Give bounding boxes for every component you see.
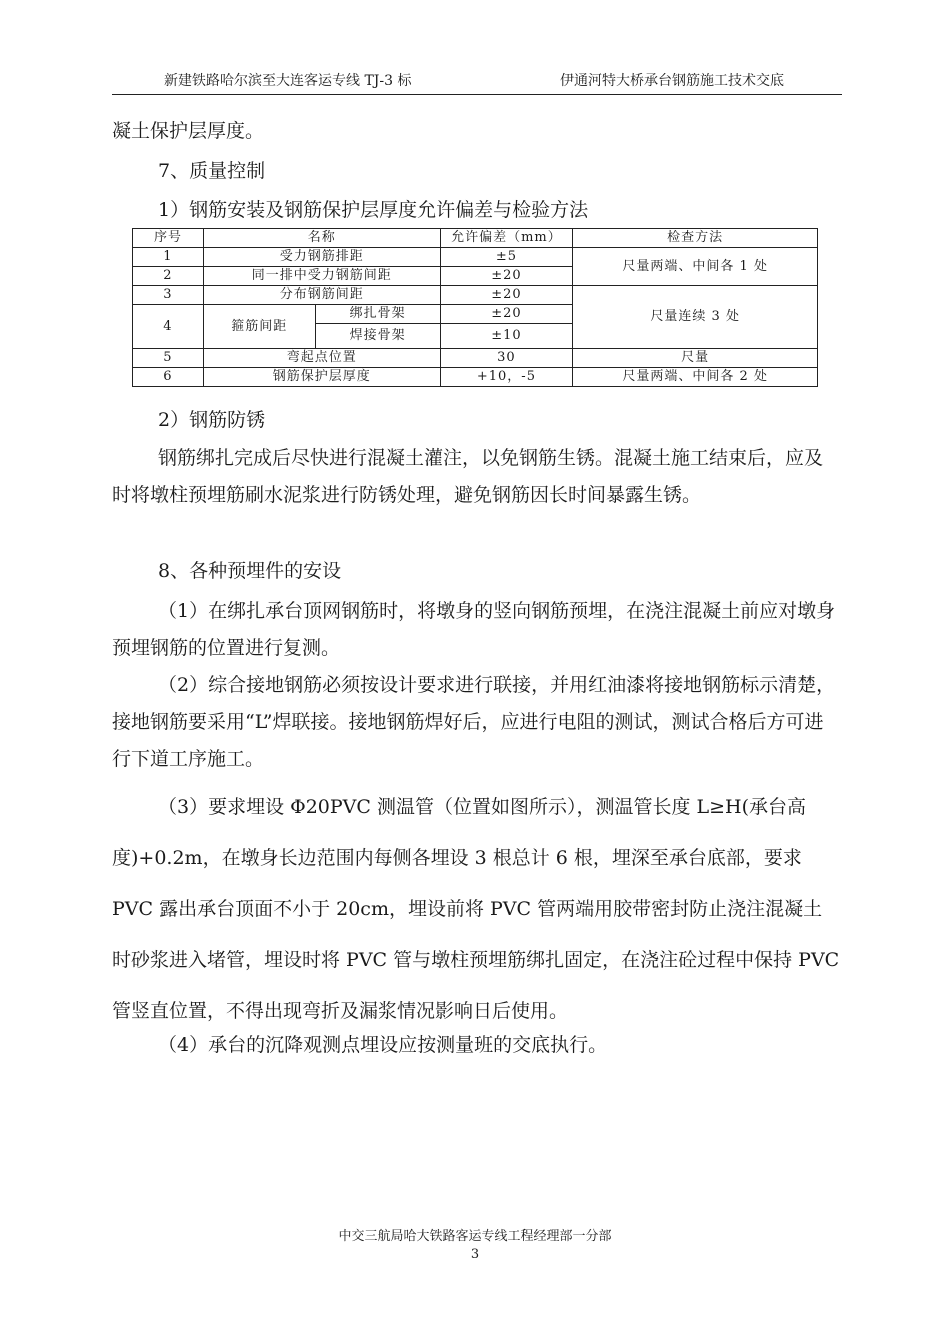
page-number: 3 [470, 1247, 480, 1262]
header-project: 新建铁路哈尔滨至大连客运专线 TJ-3 标 [164, 73, 412, 89]
cell-method: 尺量连续 3 处 [573, 286, 818, 349]
section-heading-7: 7、质量控制 [158, 160, 266, 182]
table-row [133, 349, 818, 368]
cell-name: 受力钢筋排距 [203, 248, 440, 267]
paragraph-8-3: （3）要求埋设 Φ20PVC 测温管（位置如图所示），测温管长度 L≥H(承台高度)+0.2m，在墩身长边范围内每侧各埋设 3 根总计 6 根，埋深至承台底部，要求 PVC 露出承台顶面不小于 20cm，埋设前将 PVC 管两端用胶带密封防止浇注混凝土时砂浆进入堵管，埋设时将 PVC 管与墩柱预埋筋绑扎固定，在浇注砼过程中保持 PVC 管竖直位置，不得出现弯折及漏浆情况影响日后使用。 [112, 796, 840, 1022]
cell-subname: 焊接骨架 [315, 324, 440, 349]
page-header [112, 64, 842, 95]
subsection-heading-7-1: 1）钢筋安装及钢筋保护层厚度允许偏差与检验方法 [158, 199, 589, 221]
cell-subname: 绑扎骨架 [315, 305, 440, 324]
tolerance-table [132, 228, 818, 387]
table-row [133, 248, 818, 267]
subsection-heading-7-2: 2）钢筋防锈 [158, 409, 266, 431]
paragraph-8-1: （1）在绑扎承台顶网钢筋时，将墩身的竖向钢筋预埋，在浇注混凝土前应对墩身预埋钢筋的位置进行复测。 [112, 600, 836, 659]
table-header-row [133, 229, 818, 248]
header-tolerance: 允许偏差（mm） [440, 229, 573, 248]
paragraph-8-2: （2）综合接地钢筋必须按设计要求进行联接，并用红油漆将接地钢筋标示清楚，接地钢筋要采用“L”焊联接。接地钢筋焊好后，应进行电阻的测试，测试合格后方可进行下道工序施工。 [112, 674, 836, 770]
cell-no: 1 [133, 248, 204, 267]
page-footer [0, 1228, 950, 1264]
header-method: 检查方法 [573, 229, 818, 248]
cell-tolerance: 30 [440, 349, 573, 368]
paragraph-continued: 凝土保护层厚度。 [112, 120, 265, 142]
cell-name: 箍筋间距 [203, 305, 315, 349]
paragraph-8-4: （4）承台的沉降观测点埋设应按测量班的交底执行。 [158, 1034, 608, 1056]
header-doc-title: 伊通河特大桥承台钢筋施工技术交底 [560, 73, 784, 89]
cell-no: 3 [133, 286, 204, 305]
cell-no: 5 [133, 349, 204, 368]
cell-tolerance: ±20 [440, 305, 573, 324]
cell-no: 2 [133, 267, 204, 286]
cell-no: 6 [133, 368, 204, 387]
cell-name: 弯起点位置 [203, 349, 440, 368]
header-no: 序号 [133, 229, 204, 248]
cell-tolerance: ±10 [440, 324, 573, 349]
cell-name: 钢筋保护层厚度 [203, 368, 440, 387]
cell-name: 同一排中受力钢筋间距 [203, 267, 440, 286]
cell-no: 4 [133, 305, 204, 349]
cell-method: 尺量 [573, 349, 818, 368]
footer-organization: 中交三航局哈大铁路客运专线工程经理部一分部 [338, 1229, 612, 1244]
cell-name: 分布钢筋间距 [203, 286, 440, 305]
table-row [133, 286, 818, 305]
cell-tolerance: ±20 [440, 286, 573, 305]
cell-method: 尺量两端、中间各 1 处 [573, 248, 818, 286]
cell-tolerance: ±20 [440, 267, 573, 286]
cell-method: 尺量两端、中间各 2 处 [573, 368, 818, 387]
cell-tolerance: ±5 [440, 248, 573, 267]
cell-tolerance: +10，-5 [440, 368, 573, 387]
section-heading-8: 8、各种预埋件的安设 [158, 560, 342, 582]
paragraph-rust-prevention: 钢筋绑扎完成后尽快进行混凝土灌注，以免钢筋生锈。混凝土施工结束后，应及时将墩柱预埋筋刷水泥浆进行防锈处理，避免钢筋因长时间暴露生锈。 [112, 447, 824, 506]
table-row [133, 368, 818, 387]
header-name: 名称 [203, 229, 440, 248]
